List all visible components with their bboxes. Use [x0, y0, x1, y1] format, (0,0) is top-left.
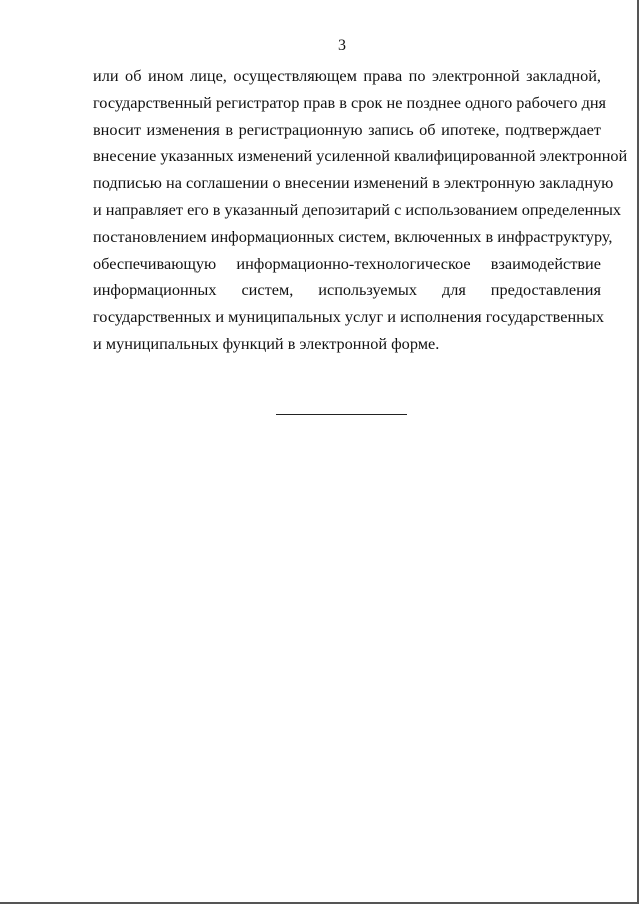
text-line: государственных и муниципальных услуг и исполнения государственных: [93, 307, 604, 327]
text-line: обеспечивающую информационно-технологическое взаимодействие: [93, 253, 601, 273]
text-line: информационных систем, используемых для предоставления: [93, 280, 601, 300]
page-number: 3: [338, 37, 346, 54]
text-line: постановлением информационных систем, включенных в инфраструктуру,: [93, 226, 613, 246]
text-line: или об ином лице, осуществляющем права по электронной закладной,: [93, 66, 601, 85]
text-line: подписью на соглашении о внесении изменений в электронную закладную: [93, 173, 614, 193]
text-line: государственный регистратор прав в срок не позднее одного рабочего дня: [93, 92, 607, 112]
text-line: вносит изменения в регистрационную запись об ипотеке, подтверждает: [93, 119, 601, 139]
body-text: [93, 63, 628, 358]
text-line: внесение указанных изменений усиленной квалифицированной электронной: [93, 146, 628, 166]
end-divider: [276, 414, 407, 415]
text-line: и муниципальных функций в электронной форме.: [93, 333, 440, 353]
text-line: и направляет его в указанный депозитарий с использованием определенных: [93, 199, 622, 219]
